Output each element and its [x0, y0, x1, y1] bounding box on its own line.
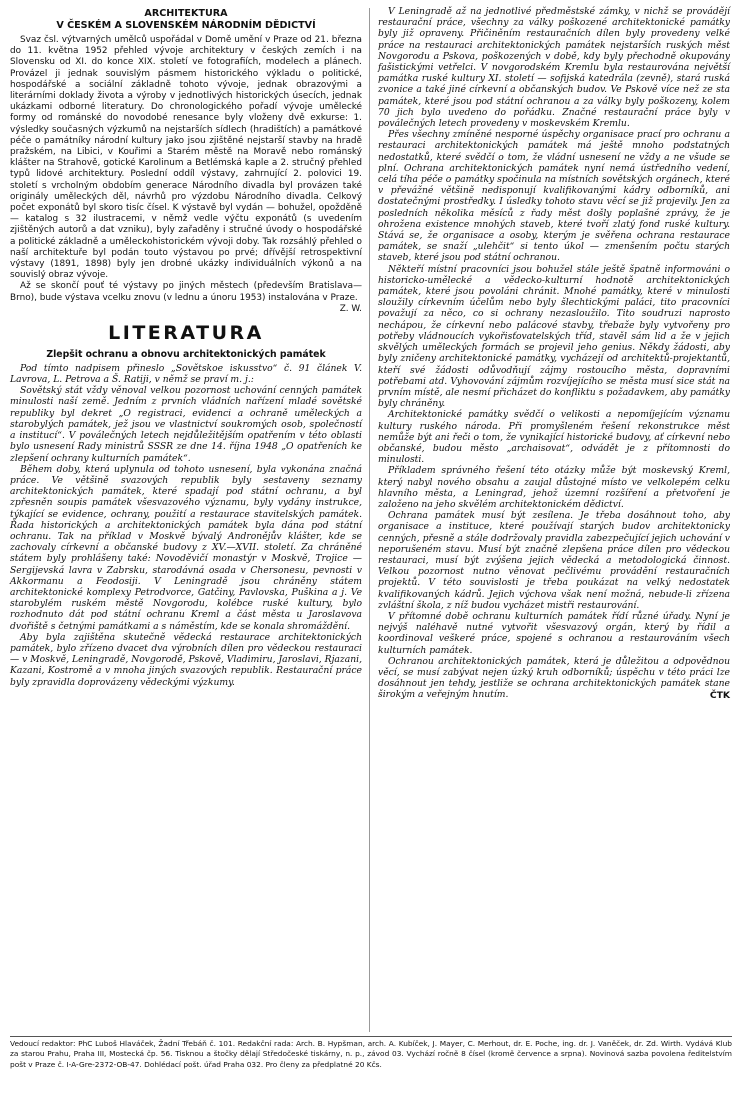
literature-paragraph: Během doby, která uplynula od tohoto usnesení, byla vykonána značná práce. Ve většině svazových republik byly sestaveny seznamy architektonických památek, které spadají pod státní ochranu, a byl zpřesněn soupis památek všesvazového významu, byly vydány instrukce, týkající se evidence, ochrany, použití a restaurace stavitelských památek. Řada historických a architektonických památek byla dána pod státní ochranu. Tak na příklad v Moskvě bývalý Andronějův klášter, kde se zachovaly církevní a občanské budovy z XV.—XVII. století. Za chráněné státem byly prohlášeny také: Novoděvičí monastýr v Moskvě, Trojice — Sergijevská lavra v Zabrsku, starodávná osada v Chersonesu, pevnosti v Akkormanu a Feodosiji. V Leningradě jsou chráněny státem architektonické komplexy Petrodvorce, Gatčiny, Pavlovska, Puškina a j. Ve starobylém ruském městě Novgorodu, kolébce ruské kultury, bylo rozhodnuto dát pod státní ochranu Kreml a část města u Jaroslavova dvořiště s četnými památkami a s náměstím, kde se konala shromáždění.: [10, 463, 362, 632]
literature-paragraph: V přítomné době ochranu kulturních památek řídí různé úřady. Nyní je nejvýš naléhavě nutné vytvořit všesvazový orgán, který by řídil a koordinoval veškeré práce, spojené s ochranou a restaurováním všech kulturních památek.: [378, 610, 730, 656]
literature-subheading: Zlepšit ochranu a obnovu architektonických památek: [46, 348, 326, 360]
right-column: [378, 6, 730, 710]
imprint-footer: Vedoucí redaktor: PhC Luboš Hlaváček, Žadní Třebáň č. 101. Redakční rada: Arch. B. Hypšman, arch. A. Kubíček, J. Mayer, C. Merhout, dr. E. Poche, ing. dr. J. Vaněček, dr. Zd. Wirth. Vydává Klub za starou Prahu, Praha III, Mostecká čp. 56. Tisknou a štočky dělají Středočeské tiskárny, n. p., závod 03. Vychází ročně 8 čísel (kromě července a srpna). Novinová sazba povolena ředitelstvím pošt v Praze č. I-A-Gre-2372-OB-47. Dohlédací pošt. úřad Praha 032. Pro členy za předplatné 20 Kčs.: [10, 1039, 732, 1069]
article-title-line2: V ČESKÉM A SLOVENSKÉM NÁRODNÍM DĚDICTVÍ: [56, 20, 316, 31]
exhibition-paragraph: Svaz čsl. výtvarných umělců uspořádal v Domě umění v Praze od 21. března do 11. května 1952 přehled vývoje architektury v českých zemích i na Slovensku od XI. do konce XIX. století ve fotografiích, modelech a plánech. Provázel ji jednak souvislým pásmem historického výkladu o politické, hospodářské a sociální základně tohoto vývoje, jednak obrazovými a literárními doklady života a výroby v jednotlivých historických úsecích, jednak ukázkami odborné literatury. Do chronologického pořadí vývoje umělecké formy od románské do novodobé renesance byly vloženy dvě exkurse: 1. výsledky současných výzkumů na nejstarších sídlech (hradištích) a památkové péče o památníky národní kultury jako jsou zjištěné nejstarší stavby na hradě pražském, na Libici, v Kouřimi a Starém městě na Moravě nebo románský klášter na Strahově, gotické Karolinum a Betlémská kaple a 2. stručný přehled typů lidové architektury. Poslední oddíl výstavy, zahrnující 2. polovici 19. století s vrcholným obdobím generace Národního divadla byl provázen také originály uměleckých děl, návrhů pro výzdobu Národního divadla. Celkový počet exponátů byl skoro tisíc čísel. K výstavě byl vydán — bohužel, opožděně — katalog s 32 ilustracemi, v němž vedle výčtu exponátů (s uvedením zjištěných autorů a dat vzniku), byly zařaděny i stručné úvody o hospodářské a politické základně a uměleckohistorickém vývoji doby. Tak rozsáhlý přehled o naší architektuře byl podán touto výstavou po prvé; dřívější retrospektivní výstavy (1891, 1898) byly jen drobné ukázky individuálních výkonů a na souvislý obraz vývoje.: [10, 35, 362, 281]
literature-paragraph: Architektonické památky svědčí o velikosti a nepomíjejícím významu kultury ruského národa. Při promyšleném řešení rekonstrukce měst nemůže být ani řeči o tom, že vynikající historické budovy, ať církevní nebo občanské, budou město „archaisovat“, odvádět je z přítomnosti do minulosti.: [378, 409, 730, 466]
literature-intro: Pod tímto nadpisem přineslo „Sovětskoe iskusstvo“ č. 91 článek V. Lavrova, L. Petrova a Š. Ratiji, v němž se praví m. j.:: [10, 362, 362, 386]
article-title-line1: ARCHITEKTURA: [144, 8, 228, 19]
literature-paragraph: Někteří místní pracovníci jsou bohužel stále ještě špatně informováni o historicko-umělecké a vědecko-kulturní hodnotě architektonických památek, které jsou povoláni chránit. Mnohé památky, které v minulosti sloužily církevním účelům nebo byly šlechtickými paláci, tito pracovníci považují za něco, co si ochrany nezasloužilo. Tito soudruzi naprosto nechápou, že církevní nebo palácové stavby, třebaže byly vytvořeny pro potřeby vládnoucích vykořisťovatelských tříd, stavěl sám lid a že v jejich skvělých uměleckých formách se projevil jeho genius. Někdy žádosti, aby byly zničeny architektonické památky, vycházejí od architektů-projektantů, kteří své žádosti odůvodňují zájmy rostoucího města, dopravními potřebami atd. Vyhovování zájmům rozvíjejícího se města musí sice stát na prvním místě, ale nesmí přicházet do konfliktu s požadavkem, aby památky byly chráněny.: [378, 263, 730, 410]
exhibition-signature: Z. W.: [339, 303, 362, 314]
literature-paragraph: Ochrana památek musí být zesílena. Je třeba dosáhnout toho, aby organisace a instituce, které používají starých budov architektonicky cenných, přesně a stále dodržovaly pravidla zabezpečující jejich uchování v neporušeném stavu. Musí být značně zlepšena práce dílen pro vědeckou restauraci, musí být zvýšena jejich vědecká a metodologická činnost. Velkou pozornost nutno věnovat pečlivému provádění restauračních projektů. V této souvislosti je třeba poukázat na velký nedostatek kvalifikovaných kádrů. Jejich výchova však není možná, nebude-li zřízena zvláštní škola, z níž budou vycházet mistři restaurování.: [378, 510, 730, 611]
footer-rule: [10, 1036, 732, 1037]
literature-paragraph: Aby byla zajištěna skutečně vědecká restaurace architektonických památek, bylo zřízeno dvacet dva výrobních dílen pro vědeckou restauraci — v Moskvě, Leningradě, Novgorodě, Pskově, Vladimiru, Jaroslavi, Rjazani, Kazani, Kostromě a v mnoha jiných svazových republik. Restaurační práce byly zpravidla doprovázeny vědeckými výzkumy.: [10, 631, 362, 688]
left-column: [10, 6, 362, 688]
literature-paragraph: Ochranou architektonických památek, která je důležitou a odpovědnou věcí, se musí zabývat nejen úzký kruh odborníků; úspěchu v této práci lze dosáhnout jen tehdy, jestliže se ochrana architektonických památek stane širokým a veřejným hnutím.: [378, 655, 730, 701]
literature-signature: ČTK: [709, 689, 730, 701]
literature-paragraph: Sovětský stát vždy věnoval velkou pozornost uchování cenných památek minulosti naší země. Jedním z prvních vládních nařízení mladé sovětské republiky byl dekret „O registraci, evidenci a ochraně uměleckých a starobylých památek, jež jsou ve vlastnictví soukromých osob, společností a institucí“. V poválečných letech nejdůležitějším opatřením v této oblasti bylo usnesení Rady ministrů SSSR ze dne 14. října 1948 „O opatřeních ke zlepšení ochrany kulturních památek“.: [10, 385, 362, 464]
literature-heading: LITERATURA: [108, 321, 264, 344]
literature-paragraph: Přes všechny zmíněné nesporné úspěchy organisace prací pro ochranu a restauraci architektonických památek má ještě mnoho podstatných nedostatků, které svědčí o tom, že vládní usnesení ne vždy a ne všude se plní. Ochrana architektonických památek nyní nemá ústředního vedení, celá tíha péče o památky spočinula na místních sovětských orgánech, které v převážné většině nedisponují kvalifikovanými kádry odborníků, ani dostatečnými prostředky. I úsledky tohoto stavu věcí se již projevily. Jen za posledních několika měsíců z řady měst došly poplašné zprávy, že je ohrožena existence mnohých staveb, které tvoří zlatý fond ruské kultury. Stává se, že organisace a osoby, kterým je svěřena ochrana restaurace památek, se snaží „ulehčit“ si tento úkol — zmenšením počtu starých staveb, které jsou pod státní ochranou.: [378, 129, 730, 264]
exhibition-paragraph-2: Až se skončí pouť té výstavy po jiných městech (především Bratislava—Brno), bude výstava vcelku znovu (v lednu a únoru 1953) instalována v Praze.: [10, 281, 362, 303]
column-divider: [369, 8, 370, 1032]
literature-paragraph: V Leningradě až na jednotlivé předměstské zámky, v nichž se provádějí restaurační práce, všechny za války poškozené architektonické památky byly již opraveny. Přičiněním restauračních dílen byly provedeny velké práce na restauraci architektonických památek nejstarších ruských měst Novgorodu a Pskova, poškozených v době, kdy byly přechodně okupovány fašistickými vetřelci. V novgorodském Kremlu byla restaurována největší památka ruské kultury XI. století — sofijská katedrála (zevně), stará ruská zvonice a také jiné církevní a občanských budov. Ve Pskově více než ze sta památek, které jsou pod státní ochranou a za války byly poškozeny, kolem 70 jich bylo uvedeno do pořádku. Značné restaurační práce byly v poválečných letech provedeny v moskevském Kremlu.: [378, 6, 730, 130]
literature-paragraph: Příkladem správného řešení této otázky může být moskevský Kreml, který nabyl nového obsahu a zaujal důstojné místo ve velkolepém celku hlavního města, a Leningrad, jehož územní rozšíření a přetvoření je založeno na jeho skvělém architektonickém dědictví.: [378, 465, 730, 510]
